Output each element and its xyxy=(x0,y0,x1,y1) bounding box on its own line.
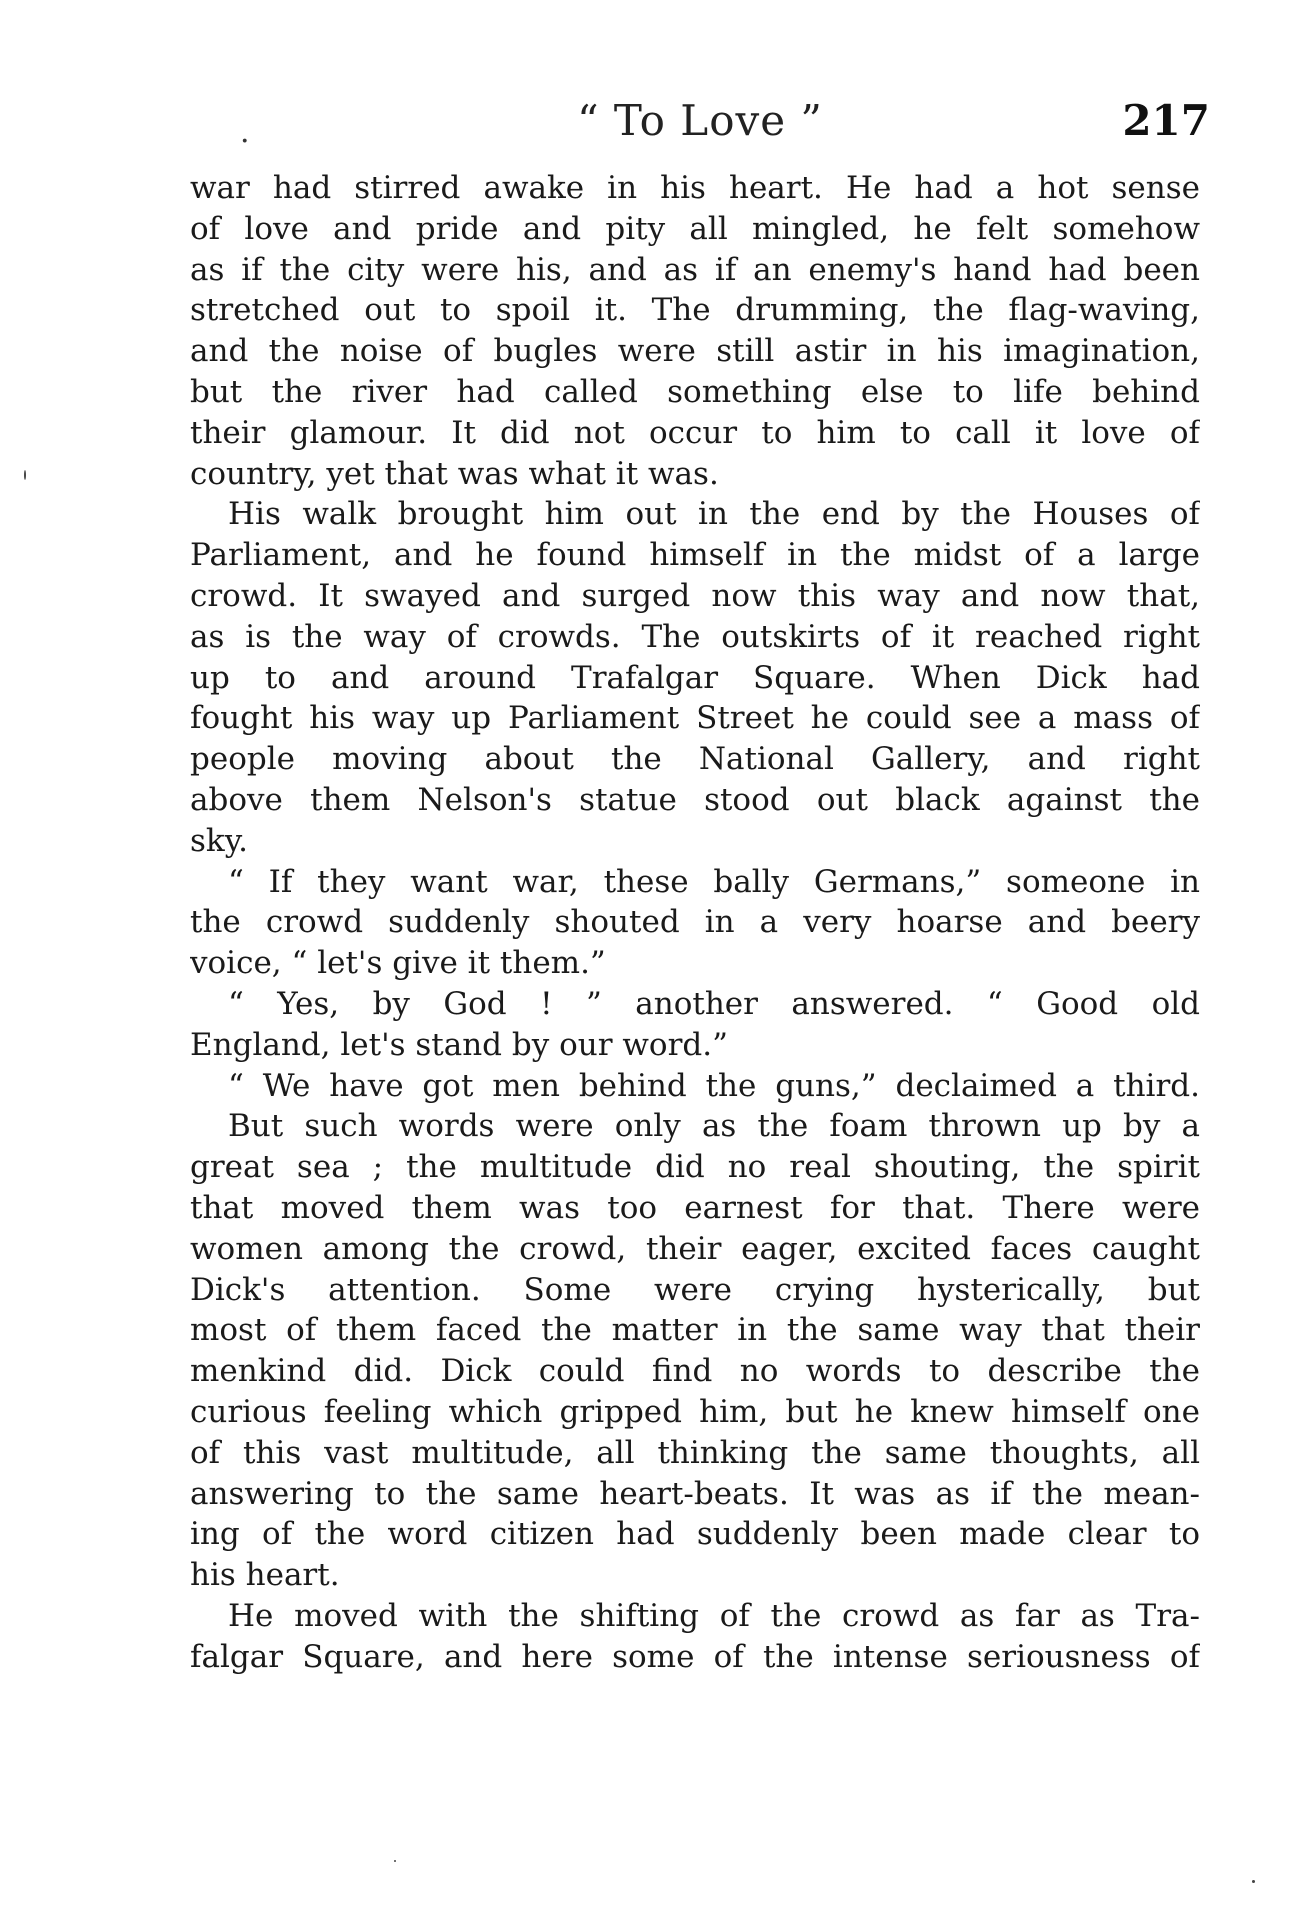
running-title: “ To Love ” xyxy=(577,96,823,145)
text-line: “ If they want war, these bally Germans,” someone in xyxy=(228,863,1200,900)
text-line: that moved them was too earnest for that. There were xyxy=(190,1189,1200,1226)
text-line: Parliament, and he found himself in the midst of a large xyxy=(190,537,1200,574)
text-line: above them Nelson's statue stood out black against the xyxy=(190,781,1200,818)
text-line: as if the city were his, and as if an enemy's hand had been xyxy=(190,251,1200,288)
text-line: curious feeling which gripped him, but he knew himself one xyxy=(190,1393,1200,1430)
text-line: as is the way of crowds. The outskirts of it reached right xyxy=(190,618,1200,655)
text-line: fought his way up Parliament Street he could see a mass of xyxy=(190,700,1200,737)
text-line: of love and pride and pity all mingled, he felt somehow xyxy=(190,210,1200,247)
text-line: Dick's attention. Some were crying hysterically, but xyxy=(190,1271,1200,1308)
body-text xyxy=(190,168,1200,1677)
header-dot: · xyxy=(240,124,250,159)
text-line: voice, “ let's give it them.” xyxy=(190,945,606,982)
text-line: and the noise of bugles were still astir in his imagination, xyxy=(190,333,1200,370)
text-line: ing of the word citizen had suddenly been made clear to xyxy=(190,1516,1200,1553)
text-line: most of them faced the matter in the same way that their xyxy=(190,1312,1200,1349)
text-line: but the river had called something else to life behind xyxy=(190,373,1200,410)
text-line: “ We have got men behind the guns,” declaimed a third. xyxy=(228,1067,1200,1104)
text-line: people moving about the National Gallery, and right xyxy=(190,741,1200,778)
text-line: his heart. xyxy=(190,1557,340,1594)
text-line: women among the crowd, their eager, excited faces caught xyxy=(190,1230,1200,1267)
text-line: great sea ; the multitude did no real shouting, the spirit xyxy=(190,1149,1200,1186)
text-line: stretched out to spoil it. The drumming, the flag-waving, xyxy=(190,292,1200,329)
running-header xyxy=(190,96,1210,159)
text-line: falgar Square, and here some of the intense seriousness of xyxy=(190,1638,1200,1675)
text-line: war had stirred awake in his heart. He had a hot sense xyxy=(190,170,1200,206)
text-line: He moved with the shifting of the crowd as far as Tra- xyxy=(228,1597,1200,1634)
text-line: up to and around Trafalgar Square. When Dick had xyxy=(190,659,1200,696)
text-line: country, yet that was what it was. xyxy=(190,455,719,492)
scan-speck xyxy=(24,470,26,480)
text-line: the crowd suddenly shouted in a very hoarse and beery xyxy=(190,904,1200,941)
text-line: His walk brought him out in the end by the Houses of xyxy=(228,496,1200,533)
text-line: But such words were only as the foam thrown up by a xyxy=(228,1108,1200,1145)
text-line: of this vast multitude, all thinking the same thoughts, all xyxy=(190,1434,1200,1471)
text-line: crowd. It swayed and surged now this way and now that, xyxy=(190,577,1200,614)
text-line: their glamour. It did not occur to him to call it love of xyxy=(190,414,1200,451)
text-line: sky. xyxy=(190,822,248,859)
text-line: England, let's stand by our word.” xyxy=(190,1026,728,1063)
scan-speck xyxy=(1252,1880,1255,1883)
page-number: 217 xyxy=(1122,96,1210,145)
text-line: “ Yes, by God ! ” another answered. “ Good old xyxy=(228,985,1200,1022)
scan-speck xyxy=(394,1860,396,1862)
text-line: menkind did. Dick could find no words to describe the xyxy=(190,1353,1200,1390)
text-line: answering to the same heart-beats. It was as if the mean- xyxy=(190,1475,1200,1512)
